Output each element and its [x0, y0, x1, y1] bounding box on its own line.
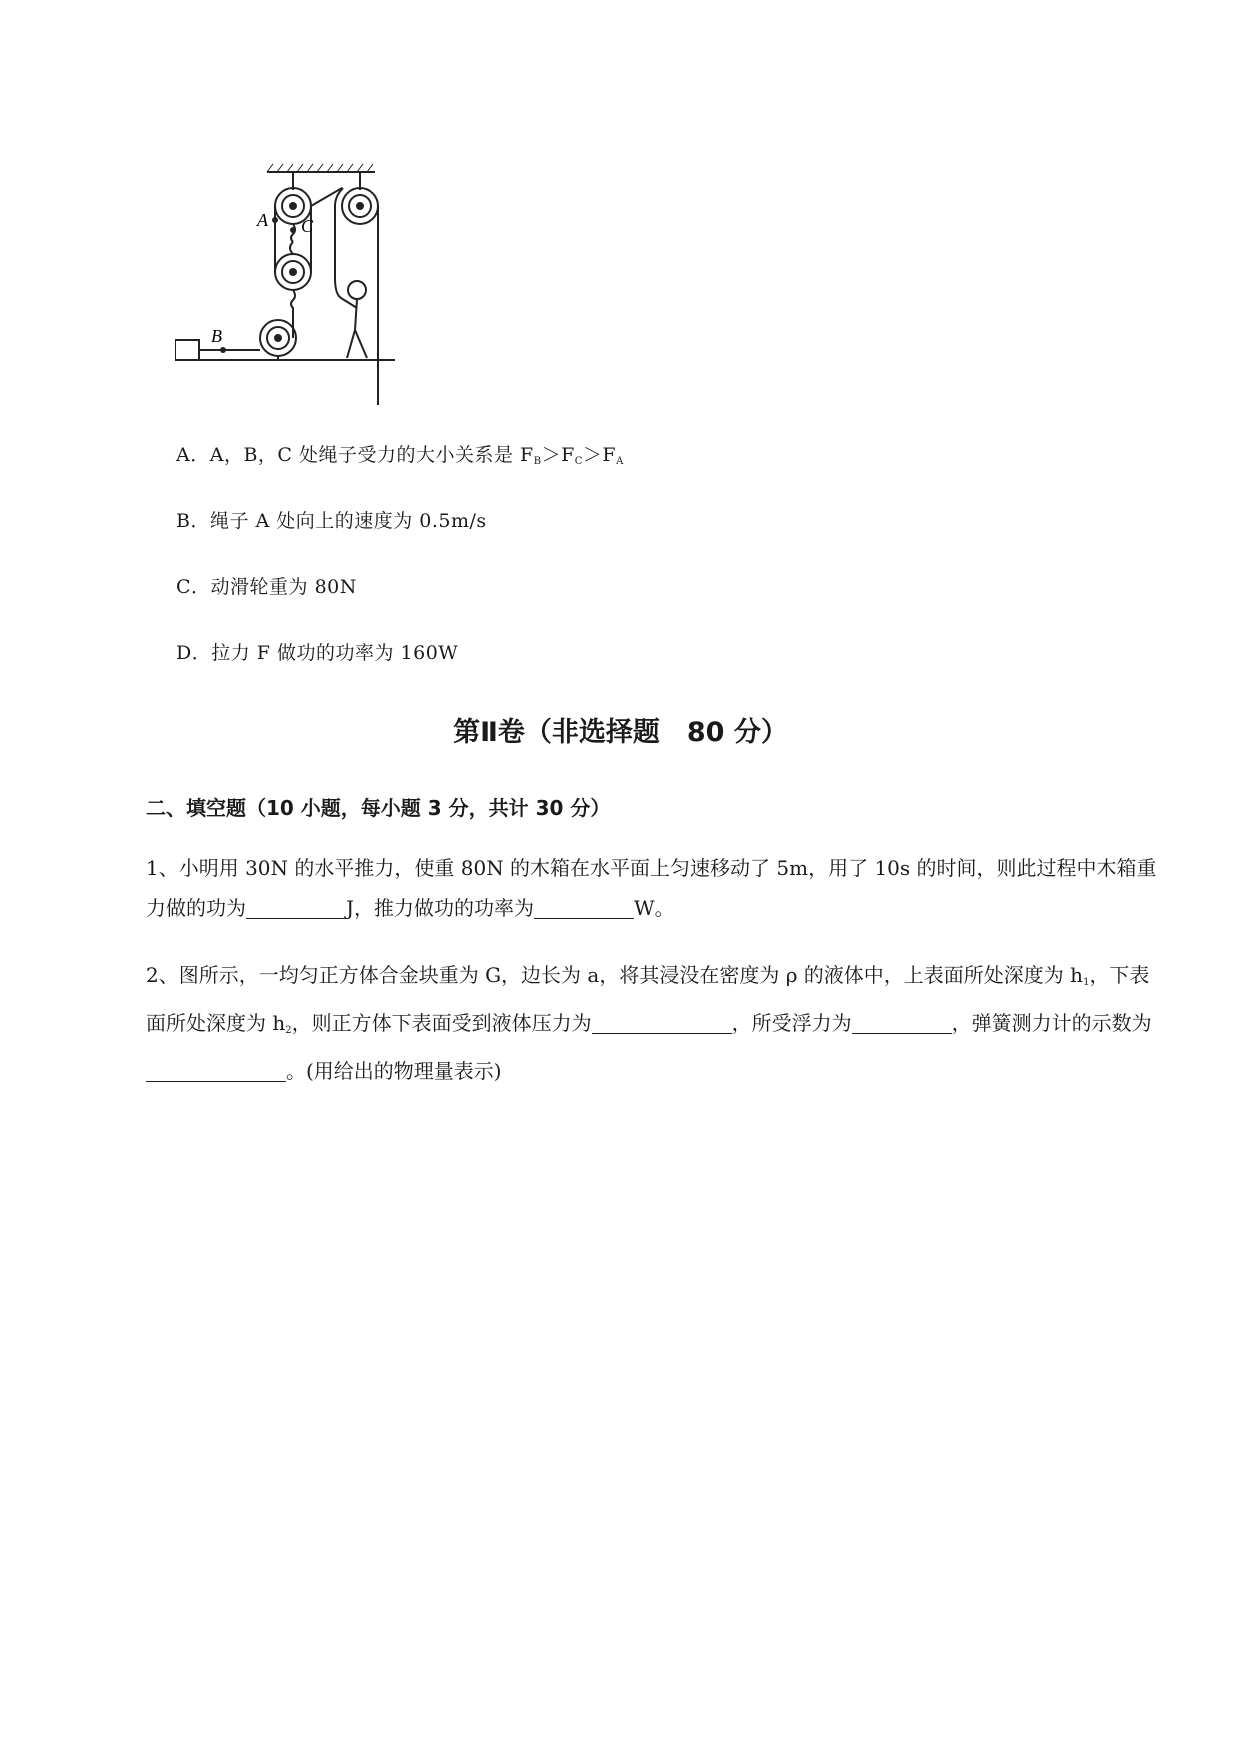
point-a-dot	[272, 217, 278, 223]
question-2: 2、图所示，一均匀正方体合金块重为 G，边长为 a，将其浸没在密度为 ρ 的液体中，上表面所处深度为 $h_1$，下表面所处深度为 $h_2$，则正方体下表面受到液体压力为 ，所受浮力为 ，弹簧测力计的示数为。(用给出的物理量表示)	[146, 963, 1152, 1083]
option-b: B．绳子 A 处向上的速度为 0.5m/s	[176, 510, 487, 532]
answer-blank[interactable]	[592, 1011, 732, 1034]
label-b: B	[211, 326, 222, 346]
section-heading: 二、填空题（10 小题，每小题 3 分，共计 30 分）	[146, 796, 611, 820]
option-d: D．拉力 F 做功的功率为 160W	[176, 642, 459, 664]
label-a: A	[257, 210, 268, 230]
label-c: C	[301, 216, 314, 236]
pulley-system-figure	[175, 160, 455, 405]
question-1: 1、小明用 30N 的水平推力，使重 80N 的木箱在水平面上匀速移动了 5m，用了 10s 的时间，则此过程中木箱重力做的功为 J，推力做功的功率为 W。	[146, 856, 1157, 920]
option-c: C．动滑轮重为 80N	[176, 576, 357, 598]
answer-blank[interactable]	[246, 896, 346, 919]
box	[175, 340, 199, 360]
point-b-dot	[220, 347, 226, 353]
answer-blank[interactable]	[534, 896, 634, 919]
option-a: A．A，B，C 处绳子受力的大小关系是 $F_B>F_C>F_A$	[176, 444, 624, 467]
answer-blank[interactable]	[146, 1059, 286, 1082]
answer-blank[interactable]	[852, 1011, 952, 1034]
part-title: 第Ⅱ卷（非选择题 80 分）	[453, 717, 788, 748]
point-c-dot	[290, 227, 296, 233]
person-head	[348, 281, 366, 299]
